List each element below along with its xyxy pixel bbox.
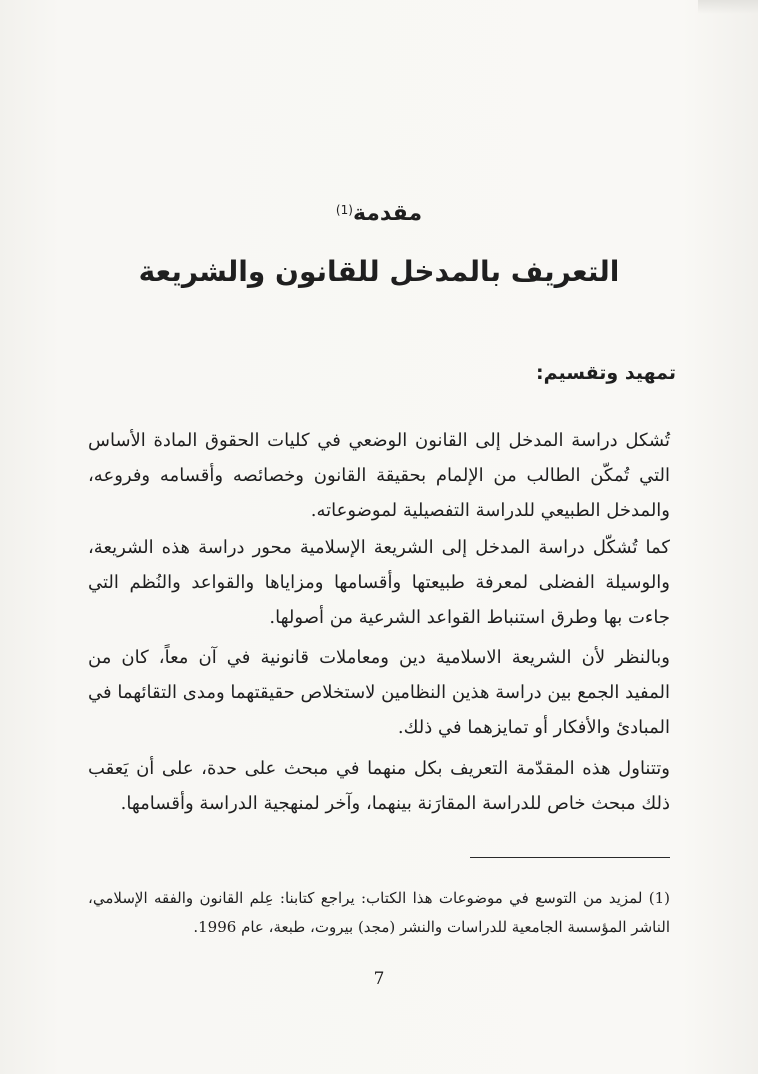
intro-footnote-marker: (1) xyxy=(335,203,353,217)
intro-title: مقدمة xyxy=(352,201,423,226)
footnote: (1) لمزيد من التوسع في موضوعات هذا الكتاب: يراجع كتابنا: عِلم القانون والفقه الإسلامي، الناشر المؤسسة الجامعية للدراسات والنشر (مجد) بيروت، طبعة، عام 1996. xyxy=(88,889,670,936)
body-paragraph-2: كما تُشكّل دراسة المدخل إلى الشريعة الإسلامية محور دراسة هذه الشريعة، والوسيلة الفضلى لمعرفة طبيعتها وأقسامها ومزاياها والقواعد والنُظم التي جاءت بها وطرق استنباط القواعد الشرعية من أصولها. xyxy=(88,537,670,628)
chapter-title: التعريف بالمدخل للقانون والشريعة xyxy=(138,255,620,288)
intro-heading xyxy=(0,196,758,232)
body-paragraph-4: وتتناول هذه المقدّمة التعريف بكل منهما في مبحث على حدة، على أن يَعقب ذلك مبحث خاص للدراسة المقارَنة بينهما، وآخر لمنهجية الدراسة وأقسامها. xyxy=(88,758,670,814)
page-edge-shadow xyxy=(698,0,758,14)
body-paragraph-1: تُشكل دراسة المدخل إلى القانون الوضعي في كليات الحقوق المادة الأساس التي تُمكّن الطالب من الإلمام بحقيقة القانون وخصائصه وأقسامه وفروعه، والمدخل الطبيعي للدراسة التفصيلية لموضوعاته. xyxy=(88,430,670,521)
footnote-divider xyxy=(470,857,670,858)
page-number: 7 xyxy=(373,969,385,989)
section-subheading: تمهيد وتقسيم: xyxy=(536,362,676,384)
body-paragraph-3: وبالنظر لأن الشريعة الاسلامية دين ومعاملات قانونية في آن معاً، كان من المفيد الجمع بين دراسة هذين النظامين لاستخلاص حقيقتهما ومدى التقائهما في المبادئ والأفكار أو تمايزهما في ذلك. xyxy=(88,647,670,738)
